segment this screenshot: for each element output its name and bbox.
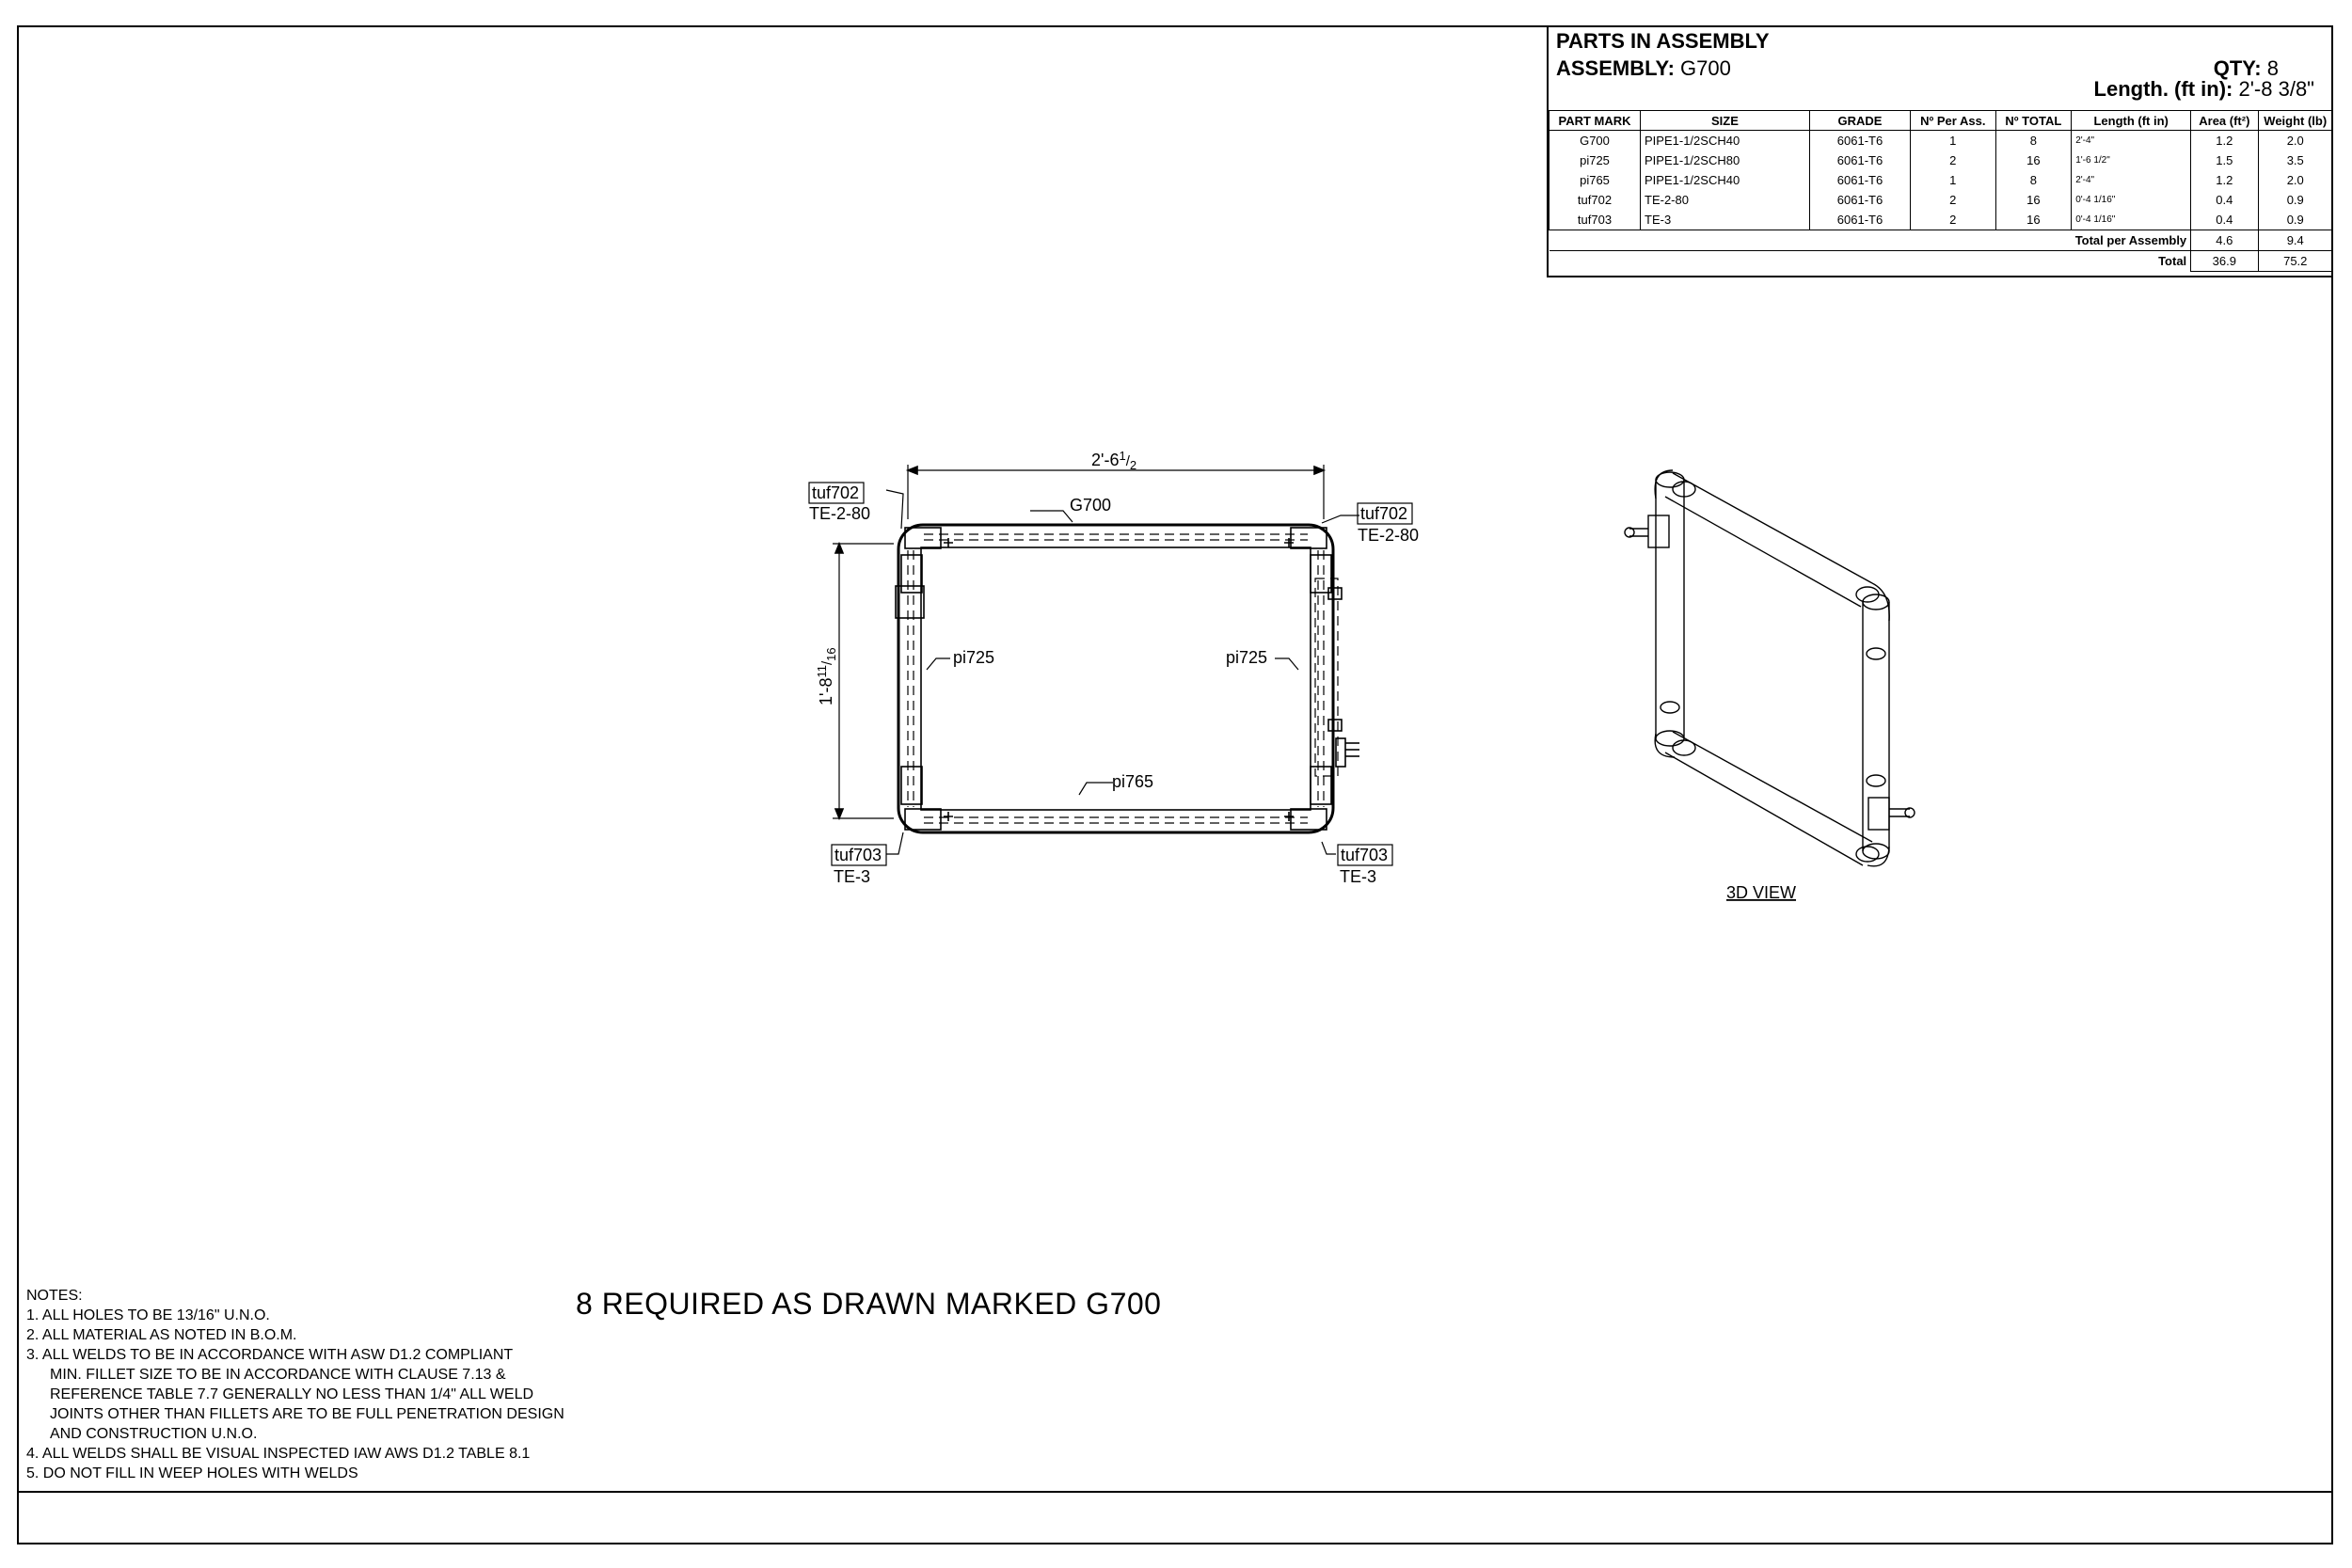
fitting-ring	[1867, 775, 1885, 786]
part-mark-cell: G700	[1549, 131, 1641, 151]
leader-line	[1079, 783, 1113, 795]
total-per-assembly-label: Total per Assembly	[2072, 230, 2191, 251]
side-fitting	[1311, 767, 1331, 804]
width-dimension-text: $2'-6^1_{/2}$	[1091, 449, 1137, 472]
corner-fitting-bl	[905, 809, 941, 830]
tr-mark-label: tuf702	[1360, 504, 1408, 523]
total-count-cell: 16	[1995, 190, 2072, 210]
part-mark-cell: pi765	[1549, 170, 1641, 190]
part-mark-cell: tuf703	[1549, 210, 1641, 230]
note-line: 5. DO NOT FILL IN WEEP HOLES WITH WELDS	[26, 1465, 358, 1481]
br-mark-label: tuf703	[1341, 846, 1389, 864]
per-assembly-cell: 2	[1911, 210, 1995, 230]
total-area: 36.9	[2191, 251, 2258, 272]
notes-title: NOTES:	[26, 1288, 83, 1304]
pipe-edge	[1673, 473, 1872, 583]
weight-cell: 3.5	[2258, 150, 2333, 170]
bolt-head	[1328, 720, 1342, 731]
total-count-cell: 16	[1995, 210, 2072, 230]
length-value: 2'-8 3/8"	[2238, 77, 2314, 101]
top-pipe-label: G700	[1070, 496, 1112, 515]
size-cell: TE-2-80	[1641, 190, 1810, 210]
col-header: Length (ft in)	[2072, 111, 2191, 131]
fitting-ring	[1673, 740, 1695, 755]
left-pipe-label: pi725	[953, 648, 995, 667]
size-cell: TE-3	[1641, 210, 1810, 230]
per-assembly-cell: 2	[1911, 190, 1995, 210]
note-line: 4. ALL WELDS SHALL BE VISUAL INSPECTED IAW AWS D1.2 TABLE 8.1	[26, 1446, 531, 1462]
col-header: Nº TOTAL	[1995, 111, 2072, 131]
note-line: 1. ALL HOLES TO BE 13/16" U.N.O.	[26, 1307, 270, 1323]
total-per-assembly-weight: 9.4	[2258, 230, 2333, 251]
length-cell: 0'-4 1/16"	[2072, 210, 2191, 230]
total-label: Total	[2072, 251, 2191, 272]
per-assembly-cell: 1	[1911, 131, 1995, 151]
grade-cell: 6061-T6	[1809, 150, 1910, 170]
assembly-label: ASSEMBLY:	[1556, 56, 1675, 80]
leader-line	[1322, 842, 1336, 854]
note-line: REFERENCE TABLE 7.7 GENERALLY NO LESS THAN 1/4" ALL WELD	[50, 1386, 534, 1402]
col-header: Weight (lb)	[2258, 111, 2333, 131]
isometric-3d-view	[1625, 470, 1915, 866]
total-count-cell: 16	[1995, 150, 2072, 170]
pipe-edge	[1673, 732, 1872, 842]
col-header: GRADE	[1809, 111, 1910, 131]
leader-line	[1322, 515, 1359, 523]
note-line: JOINTS OTHER THAN FILLETS ARE TO BE FULL PENETRATION DESIGN	[50, 1406, 564, 1422]
right-pipe-label: pi725	[1226, 648, 1268, 667]
total-weight: 75.2	[2258, 251, 2333, 272]
tl-mark-label: tuf702	[812, 483, 860, 502]
leader-line	[886, 832, 903, 854]
pipe-edge	[1665, 497, 1861, 607]
col-header: PART MARK	[1549, 111, 1641, 131]
qty-value: 8	[2266, 56, 2279, 80]
size-cell: PIPE1-1/2SCH80	[1641, 150, 1810, 170]
part-mark-cell: tuf702	[1549, 190, 1641, 210]
fitting-ring	[1867, 648, 1885, 659]
frame-inner-outline	[921, 547, 1311, 810]
clamp	[1868, 798, 1889, 830]
elbow	[1655, 470, 1673, 499]
side-fitting	[901, 767, 922, 804]
side-fitting	[901, 555, 922, 593]
per-assembly-cell: 2	[1911, 150, 1995, 170]
size-cell: PIPE1-1/2SCH40	[1641, 170, 1810, 190]
total-count-cell: 8	[1995, 131, 2072, 151]
length-cell: 2'-4"	[2072, 170, 2191, 190]
tr-size-label: TE-2-80	[1358, 526, 1420, 545]
fitting-ring	[1661, 702, 1679, 713]
leader-line	[1275, 658, 1298, 670]
grade-cell: 6061-T6	[1809, 190, 1910, 210]
length-cell: 1'-6 1/2"	[2072, 150, 2191, 170]
area-cell: 0.4	[2191, 190, 2258, 210]
br-size-label: TE-3	[1340, 867, 1377, 886]
bl-size-label: TE-3	[834, 867, 871, 886]
col-header: Area (ft²)	[2191, 111, 2258, 131]
general-notes	[26, 1286, 564, 1483]
area-cell: 1.5	[2191, 150, 2258, 170]
leader-line	[886, 490, 903, 529]
assembly-value: G700	[1680, 56, 1731, 80]
size-cell: PIPE1-1/2SCH40	[1641, 131, 1810, 151]
part-mark-cell: pi725	[1549, 150, 1641, 170]
grade-cell: 6061-T6	[1809, 210, 1910, 230]
fitting-ring	[1856, 847, 1879, 862]
side-fitting	[1311, 555, 1331, 593]
note-line: 2. ALL MATERIAL AS NOTED IN B.O.M.	[26, 1327, 297, 1343]
corner-fitting-br	[1291, 809, 1327, 830]
total-count-cell: 8	[1995, 170, 2072, 190]
required-quantity-note: 8 REQUIRED AS DRAWN MARKED G700	[576, 1287, 1162, 1321]
pipe-end	[1656, 731, 1684, 746]
note-line: 3. ALL WELDS TO BE IN ACCORDANCE WITH ASW D1.2 COMPLIANT	[26, 1347, 514, 1363]
bottom-pipe-label: pi765	[1112, 772, 1154, 791]
grade-cell: 6061-T6	[1809, 170, 1910, 190]
area-cell: 0.4	[2191, 210, 2258, 230]
front-elevation-view	[809, 465, 1412, 865]
grade-cell: 6061-T6	[1809, 131, 1910, 151]
col-header: Nº Per Ass.	[1911, 111, 1995, 131]
tl-size-label: TE-2-80	[809, 504, 871, 523]
total-per-assembly-area: 4.6	[2191, 230, 2258, 251]
length-label: Length. (ft in):	[2093, 77, 2233, 101]
height-dimension-text: $1'-8^{11}_{/16}$	[815, 647, 838, 705]
weight-cell: 2.0	[2258, 131, 2333, 151]
weight-cell: 0.9	[2258, 190, 2333, 210]
note-line: AND CONSTRUCTION U.N.O.	[50, 1426, 258, 1442]
area-cell: 1.2	[2191, 170, 2258, 190]
length-cell: 0'-4 1/16"	[2072, 190, 2191, 210]
leader-line	[927, 658, 950, 670]
bl-mark-label: tuf703	[834, 846, 882, 864]
weight-cell: 2.0	[2258, 170, 2333, 190]
corner-fitting-tr	[1291, 528, 1327, 548]
length-cell: 2'-4"	[2072, 131, 2191, 151]
area-cell: 1.2	[2191, 131, 2258, 151]
corner-fitting-tl	[905, 528, 941, 548]
weight-cell: 0.9	[2258, 210, 2333, 230]
3d-view-label: 3D VIEW	[1726, 883, 1797, 902]
parts-title: PARTS IN ASSEMBLY	[1556, 29, 1770, 53]
qty-label: QTY:	[2213, 56, 2262, 80]
leader-line	[1030, 511, 1073, 522]
col-header: SIZE	[1641, 111, 1810, 131]
clamp	[1648, 515, 1669, 547]
pipe-edge	[1665, 752, 1863, 865]
note-line: MIN. FILLET SIZE TO BE IN ACCORDANCE WITH CLAUSE 7.13 &	[50, 1367, 506, 1383]
per-assembly-cell: 1	[1911, 170, 1995, 190]
bolt-head	[1328, 588, 1342, 599]
